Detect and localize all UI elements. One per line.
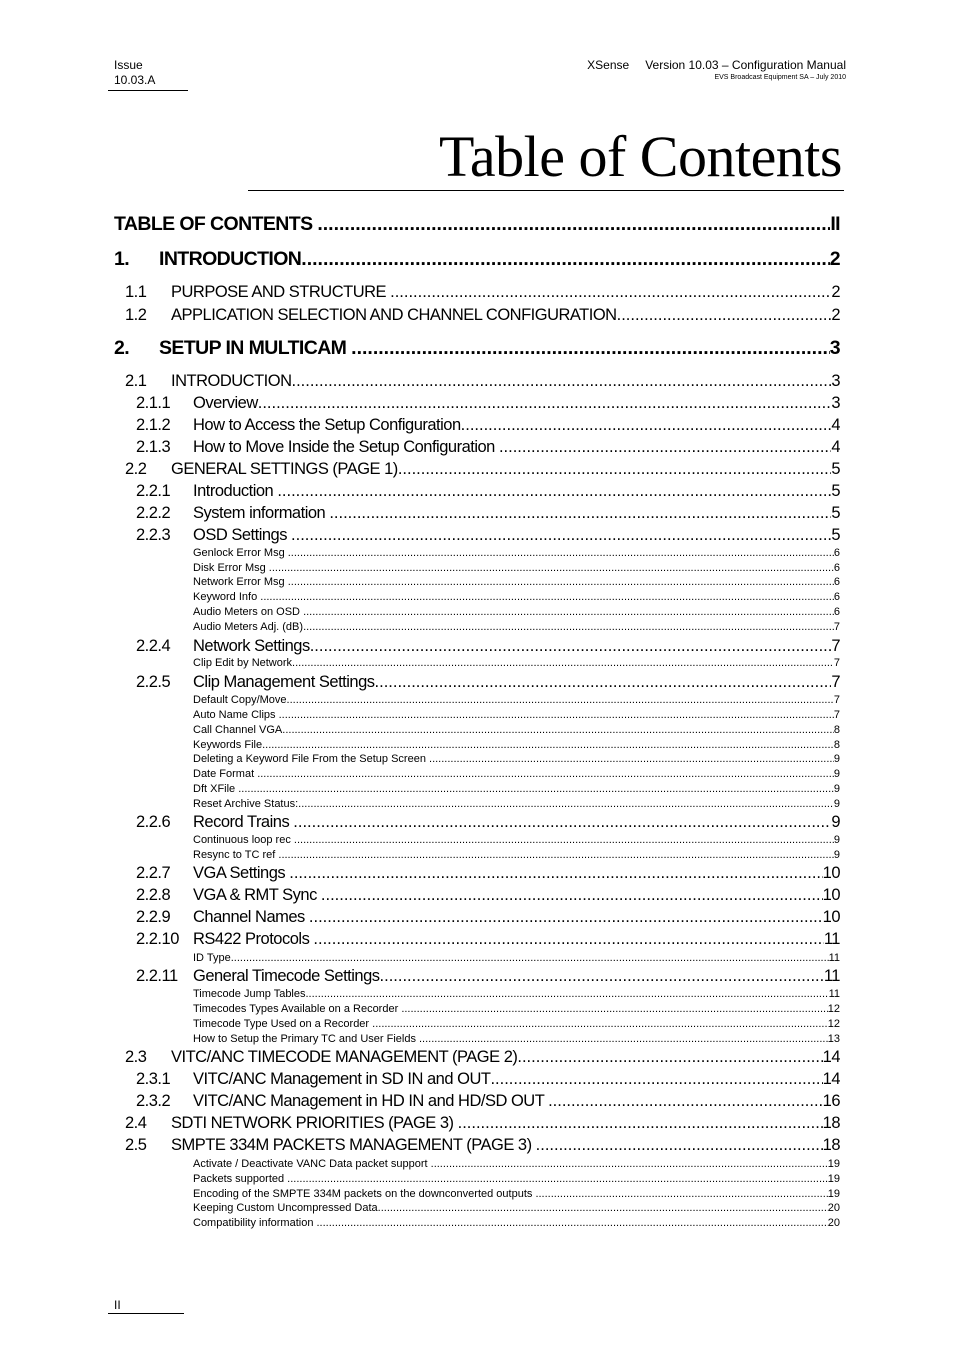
toc-dot-leader xyxy=(294,834,834,846)
toc-dot-leader xyxy=(351,337,830,360)
toc-entry-title: Channel Names xyxy=(193,908,309,926)
toc-entry-title: GENERAL SETTINGS (PAGE 1) xyxy=(171,460,398,478)
toc-entry-title: Encoding of the SMPTE 334M packets on the downconverted outputs xyxy=(193,1188,536,1200)
toc-entry-title: OSD Settings xyxy=(193,526,292,544)
toc-entry-level-1[interactable] xyxy=(125,283,840,304)
toc-entry-level-3[interactable] xyxy=(193,562,840,576)
toc-entry-number: 2.3.1 xyxy=(136,1070,171,1088)
document-title: Version 10.03 – Configuration Manual xyxy=(645,58,846,72)
toc-entry-level-3[interactable] xyxy=(193,952,840,966)
toc-entry-title: Keyword Info xyxy=(193,591,261,603)
toc-entry-page: 5 xyxy=(831,526,840,544)
toc-entry-page: 18 xyxy=(822,1114,840,1132)
publisher-line: EVS Broadcast Equipment SA – July 2010 xyxy=(714,74,846,81)
toc-entry-number: 2.2.1 xyxy=(136,482,171,500)
toc-entry-level-3[interactable] xyxy=(193,753,840,767)
toc-entry-level-3[interactable] xyxy=(193,1217,840,1231)
toc-entry-title: Continuous loop rec xyxy=(193,834,294,846)
toc-dot-leader xyxy=(298,798,834,810)
toc-entry-title: INTRODUCTION xyxy=(171,372,292,390)
toc-entry-number: 2. xyxy=(114,337,130,359)
toc-entry-title: VGA & RMT Sync xyxy=(193,886,321,904)
toc-dot-leader xyxy=(269,562,834,574)
toc-entry-page: 11 xyxy=(828,952,840,964)
toc-dot-leader xyxy=(257,768,834,780)
toc-dot-leader xyxy=(288,576,834,588)
toc-entry-level-1[interactable] xyxy=(125,460,840,481)
toc-entry-title: Activate / Deactivate VANC Data packet support xyxy=(193,1158,431,1170)
toc-entry-title: VITC/ANC Management in HD IN and HD/SD OUT xyxy=(193,1092,549,1110)
toc-entry-level-2[interactable] xyxy=(136,967,840,988)
toc-entry-level-3[interactable] xyxy=(193,988,840,1002)
toc-entry-level-2[interactable] xyxy=(136,813,840,834)
toc-entry-level-2[interactable] xyxy=(136,864,840,885)
toc-entry-page: 6 xyxy=(833,606,840,618)
toc-entry-level-1[interactable] xyxy=(125,1048,840,1069)
toc-entry-level-3[interactable] xyxy=(193,768,840,782)
toc-entry-title: Dft XFile xyxy=(193,783,239,795)
toc-dot-leader xyxy=(517,1048,822,1067)
toc-entry-number: 2.4 xyxy=(125,1114,147,1132)
toc-entry-page: 19 xyxy=(827,1158,840,1170)
toc-dot-leader xyxy=(279,709,834,721)
toc-entry-title: Network Error Msg xyxy=(193,576,288,588)
toc-entry-page: 6 xyxy=(833,576,840,588)
toc-entry-number: 2.2.7 xyxy=(136,864,171,882)
toc-entry-page: 3 xyxy=(831,394,840,412)
toc-entry-title: VGA Settings xyxy=(193,864,290,882)
toc-entry-title: Genlock Error Msg xyxy=(193,547,288,559)
toc-entry-title: General Timecode Settings xyxy=(193,967,380,985)
toc-entry-level-3[interactable] xyxy=(193,798,840,812)
toc-entry-level-3[interactable] xyxy=(193,1173,840,1187)
toc-entry-title: Timecodes Types Available on a Recorder xyxy=(193,1003,402,1015)
toc-entry-level-3[interactable] xyxy=(193,657,840,671)
toc-entry-title: Date Format xyxy=(193,768,258,780)
toc-entry-number: 2.2.2 xyxy=(136,504,171,522)
toc-dot-leader xyxy=(375,673,832,692)
toc-entry-level-3[interactable] xyxy=(193,783,840,797)
toc-entry-level-3[interactable] xyxy=(193,1158,840,1172)
toc-dot-leader xyxy=(317,1217,828,1229)
toc-entry-page: 6 xyxy=(833,591,840,603)
toc-entry-page: 9 xyxy=(833,783,840,795)
toc-entry-title: How to Access the Setup Configuration xyxy=(193,416,461,434)
toc-entry-number: 2.2.5 xyxy=(136,673,171,691)
product-name: XSense xyxy=(587,58,630,72)
toc-entry-level-2[interactable] xyxy=(136,526,840,547)
toc-entry-level-2[interactable] xyxy=(136,673,840,694)
toc-entry-page: 5 xyxy=(831,482,840,500)
title-rule xyxy=(248,190,844,191)
toc-entry-title: Default Copy/Move xyxy=(193,694,287,706)
toc-dot-leader xyxy=(260,591,834,603)
toc-entry-page: 8 xyxy=(833,724,840,736)
toc-entry-level-3[interactable] xyxy=(193,621,840,635)
toc-entry-page: 10 xyxy=(822,886,840,904)
toc-entry-page: 3 xyxy=(829,337,840,359)
toc-entry-title: Keywords File xyxy=(193,739,263,751)
toc-entry-level-2[interactable] xyxy=(136,416,840,437)
toc-entry-page: 10 xyxy=(822,864,840,882)
toc-entry-level-1[interactable] xyxy=(125,372,840,393)
issue-number: 10.03.A xyxy=(114,73,156,87)
toc-entry-page: 3 xyxy=(831,372,840,390)
toc-entry-level-3[interactable] xyxy=(193,591,840,605)
toc-entry-page: 9 xyxy=(831,813,840,831)
toc-entry-title: Record Trains xyxy=(193,813,294,831)
toc-dot-leader xyxy=(378,1202,828,1214)
toc-entry-number: 2.1.3 xyxy=(136,438,171,456)
toc-entry-page: 18 xyxy=(822,1136,840,1154)
toc-entry-level-1[interactable] xyxy=(125,1136,840,1157)
toc-entry-level-3[interactable] xyxy=(193,576,840,590)
toc-entry-level-2[interactable] xyxy=(136,482,840,503)
toc-entry-title: Disk Error Msg xyxy=(193,562,269,574)
toc-entry-page: 7 xyxy=(831,673,840,691)
toc-entry-page: 20 xyxy=(827,1202,840,1214)
toc-dot-leader xyxy=(282,724,834,736)
toc-entry-title: Introduction xyxy=(193,482,278,500)
toc-dot-leader xyxy=(461,416,832,435)
toc-dot-leader xyxy=(287,1173,828,1185)
toc-dot-leader xyxy=(536,1136,823,1155)
toc-entry-page: 2 xyxy=(831,283,840,301)
toc-dot-leader xyxy=(431,1158,828,1170)
toc-entry-title: System information xyxy=(193,504,330,522)
toc-entry-title: Deleting a Keyword File From the Setup Screen xyxy=(193,753,430,765)
toc-entry-page: 19 xyxy=(827,1173,840,1185)
toc-entry-title: Timecode Type Used on a Recorder xyxy=(193,1018,373,1030)
toc-entry-level-0[interactable] xyxy=(114,337,840,363)
toc-entry-page: 4 xyxy=(831,416,840,434)
toc-entry-number: 2.2.8 xyxy=(136,886,171,904)
toc-entry-number: 2.2.11 xyxy=(136,967,178,985)
toc-dot-leader xyxy=(535,1188,827,1200)
toc-dot-leader xyxy=(288,547,834,559)
toc-dot-leader xyxy=(419,1033,828,1045)
toc-entry-page: 10 xyxy=(822,908,840,926)
toc-entry-page: 13 xyxy=(827,1033,840,1045)
toc-entry-level-2[interactable] xyxy=(136,1092,840,1113)
toc-entry-title: APPLICATION SELECTION AND CHANNEL CONFIGURATION xyxy=(171,306,617,324)
toc-dot-leader xyxy=(499,438,831,457)
toc-entry-page: 20 xyxy=(827,1217,840,1229)
toc-dot-leader xyxy=(278,849,833,861)
toc-dot-leader xyxy=(490,1070,822,1089)
toc-entry-title: Overview xyxy=(193,394,258,412)
toc-entry-page: 14 xyxy=(822,1048,840,1066)
toc-dot-leader xyxy=(238,783,834,795)
toc-entry-level-3[interactable] xyxy=(193,1033,840,1047)
toc-entry-page: 9 xyxy=(833,849,840,861)
toc-entry-number: 1.2 xyxy=(125,306,147,324)
toc-entry-title: SMPTE 334M PACKETS MANAGEMENT (PAGE 3) xyxy=(171,1136,536,1154)
toc-entry-page: 7 xyxy=(831,637,840,655)
toc-entry-title: Network Settings xyxy=(193,637,310,655)
toc-entry-page: 12 xyxy=(827,1003,840,1015)
toc-dot-leader xyxy=(303,621,834,633)
toc-entry-title: Clip Edit by Network xyxy=(193,657,293,669)
toc-entry-title: Auto Name Clips xyxy=(193,709,279,721)
toc-dot-leader xyxy=(291,526,831,545)
toc-entry-title: Compatibility information xyxy=(193,1217,317,1229)
toc-entry-page: 6 xyxy=(833,562,840,574)
toc-entry-page: 11 xyxy=(828,988,840,1000)
toc-dot-leader xyxy=(293,813,831,832)
toc-entry-title: PURPOSE AND STRUCTURE xyxy=(171,283,391,301)
toc-entry-page: 4 xyxy=(831,438,840,456)
toc-entry-level-3[interactable] xyxy=(193,709,840,723)
toc-entry-level-2[interactable] xyxy=(136,908,840,929)
toc-entry-page: 9 xyxy=(833,768,840,780)
toc-entry-number: 2.1.1 xyxy=(136,394,171,412)
toc-dot-leader xyxy=(277,482,831,501)
toc-entry-title: Call Channel VGA xyxy=(193,724,283,736)
toc-entry-title: Resync to TC ref xyxy=(193,849,279,861)
toc-entry-level-3[interactable] xyxy=(193,1018,840,1032)
toc-entry-title: VITC/ANC TIMECODE MANAGEMENT (PAGE 2) xyxy=(171,1048,518,1066)
toc-entry-title: Keeping Custom Uncompressed Data xyxy=(193,1202,378,1214)
toc-entry-level-0[interactable] xyxy=(114,213,840,239)
toc-entry-title: How to Setup the Primary TC and User Fields xyxy=(193,1033,419,1045)
page-title: Table of Contents xyxy=(438,124,842,189)
toc-entry-level-3[interactable] xyxy=(193,834,840,848)
toc-entry-number: 2.2.6 xyxy=(136,813,171,831)
toc-dot-leader xyxy=(313,930,823,949)
toc-dot-leader xyxy=(289,864,822,883)
toc-dot-leader xyxy=(231,952,829,964)
toc-entry-title: How to Move Inside the Setup Configuration xyxy=(193,438,499,456)
toc-entry-level-2[interactable] xyxy=(136,438,840,459)
footer-rule xyxy=(108,1313,184,1314)
toc-entry-title: VITC/ANC Management in SD IN and OUT xyxy=(193,1070,491,1088)
toc-dot-leader xyxy=(321,886,823,905)
toc-entry-level-3[interactable] xyxy=(193,739,840,753)
toc-entry-page: 5 xyxy=(831,504,840,522)
toc-dot-leader xyxy=(258,394,832,413)
document-header xyxy=(587,58,846,83)
toc-entry-number: 2.5 xyxy=(125,1136,147,1154)
toc-entry-number: 2.1 xyxy=(125,372,147,390)
toc-entry-title: SETUP IN MULTICAM xyxy=(159,337,352,359)
toc-entry-page: 9 xyxy=(833,798,840,810)
toc-entry-title: SDTI NETWORK PRIORITIES (PAGE 3) xyxy=(171,1114,458,1132)
toc-entry-level-2[interactable] xyxy=(136,1070,840,1091)
toc-entry-level-3[interactable] xyxy=(193,547,840,561)
toc-entry-page: 11 xyxy=(823,930,840,948)
toc-dot-leader xyxy=(380,967,824,986)
toc-dot-leader xyxy=(292,372,832,391)
toc-entry-page: 7 xyxy=(833,709,840,721)
toc-entry-level-2[interactable] xyxy=(136,637,840,658)
toc-dot-leader xyxy=(401,1003,827,1015)
toc-entry-number: 2.2.4 xyxy=(136,637,171,655)
toc-entry-level-3[interactable] xyxy=(193,849,840,863)
toc-entry-level-2[interactable] xyxy=(136,930,840,951)
toc-entry-title: Audio Meters Adj. (dB) xyxy=(193,621,304,633)
toc-entry-title: Audio Meters on OSD xyxy=(193,606,304,618)
toc-entry-number: 2.2.10 xyxy=(136,930,179,948)
toc-entry-title: Timecode Jump Tables xyxy=(193,988,306,1000)
toc-entry-level-2[interactable] xyxy=(136,504,840,525)
toc-entry-page: 2 xyxy=(829,248,840,270)
toc-entry-level-3[interactable] xyxy=(193,1003,840,1017)
toc-entry-number: 1.1 xyxy=(125,283,147,301)
issue-block xyxy=(114,58,155,88)
toc-dot-leader xyxy=(262,739,834,751)
issue-underline xyxy=(108,90,188,91)
toc-dot-leader xyxy=(309,908,823,927)
toc-dot-leader xyxy=(372,1018,828,1030)
toc-entry-level-1[interactable] xyxy=(125,1114,840,1135)
toc-entry-level-3[interactable] xyxy=(193,606,840,620)
toc-dot-leader xyxy=(287,694,834,706)
toc-entry-page: 11 xyxy=(823,967,840,985)
toc-dot-leader xyxy=(617,306,832,325)
toc-entry-number: 1. xyxy=(114,248,130,270)
toc-entry-page: 5 xyxy=(831,460,840,478)
toc-entry-number: 2.3.2 xyxy=(136,1092,171,1110)
toc-entry-level-3[interactable] xyxy=(193,694,840,708)
toc-dot-leader xyxy=(301,248,829,271)
toc-entry-page: 9 xyxy=(833,834,840,846)
toc-entry-level-2[interactable] xyxy=(136,886,840,907)
toc-entry-title: Reset Archive Status: xyxy=(193,798,299,810)
toc-entry-number: 2.1.2 xyxy=(136,416,171,434)
toc-entry-page: 19 xyxy=(827,1188,840,1200)
toc-entry-page: 14 xyxy=(822,1070,840,1088)
toc-entry-page: 7 xyxy=(833,657,840,669)
toc-dot-leader xyxy=(310,637,832,656)
toc-entry-title: INTRODUCTION xyxy=(159,248,302,270)
toc-entry-number: 2.2.3 xyxy=(136,526,171,544)
toc-entry-page: 12 xyxy=(827,1018,840,1030)
toc-entry-page: 8 xyxy=(833,739,840,751)
issue-label: Issue xyxy=(114,58,143,72)
toc-entry-page: 2 xyxy=(831,306,840,324)
toc-dot-leader xyxy=(303,606,834,618)
toc-dot-leader xyxy=(458,1114,823,1133)
toc-entry-title: Packets supported xyxy=(193,1173,288,1185)
toc-dot-leader xyxy=(429,753,834,765)
toc-entry-page: 7 xyxy=(833,621,840,633)
toc-entry-page: 7 xyxy=(833,694,840,706)
toc-dot-leader xyxy=(317,213,830,236)
toc-dot-leader xyxy=(390,283,831,302)
toc-entry-number: 2.2.9 xyxy=(136,908,171,926)
toc-entry-page: 9 xyxy=(833,753,840,765)
toc-entry-page: II xyxy=(830,213,840,235)
toc-dot-leader xyxy=(329,504,831,523)
toc-entry-title: Clip Management Settings xyxy=(193,673,375,691)
toc-entry-page: 6 xyxy=(833,547,840,559)
toc-entry-number: 2.3 xyxy=(125,1048,147,1066)
toc-entry-title: RS422 Protocols xyxy=(193,930,314,948)
toc-entry-level-3[interactable] xyxy=(193,724,840,738)
toc-entry-title: TABLE OF CONTENTS xyxy=(114,213,318,235)
toc-dot-leader xyxy=(548,1092,823,1111)
toc-dot-leader xyxy=(306,988,829,1000)
toc-dot-leader xyxy=(398,460,832,479)
toc-entry-level-1[interactable] xyxy=(125,306,840,327)
toc-dot-leader xyxy=(292,657,834,669)
toc-entry-page: 16 xyxy=(822,1092,840,1110)
footer-page-number: II xyxy=(114,1298,121,1312)
toc-entry-level-3[interactable] xyxy=(193,1202,840,1216)
toc-entry-level-2[interactable] xyxy=(136,394,840,415)
toc-entry-title: ID Type xyxy=(193,952,231,964)
toc-entry-level-3[interactable] xyxy=(193,1188,840,1202)
toc-entry-number: 2.2 xyxy=(125,460,147,478)
toc-entry-level-0[interactable] xyxy=(114,248,840,274)
